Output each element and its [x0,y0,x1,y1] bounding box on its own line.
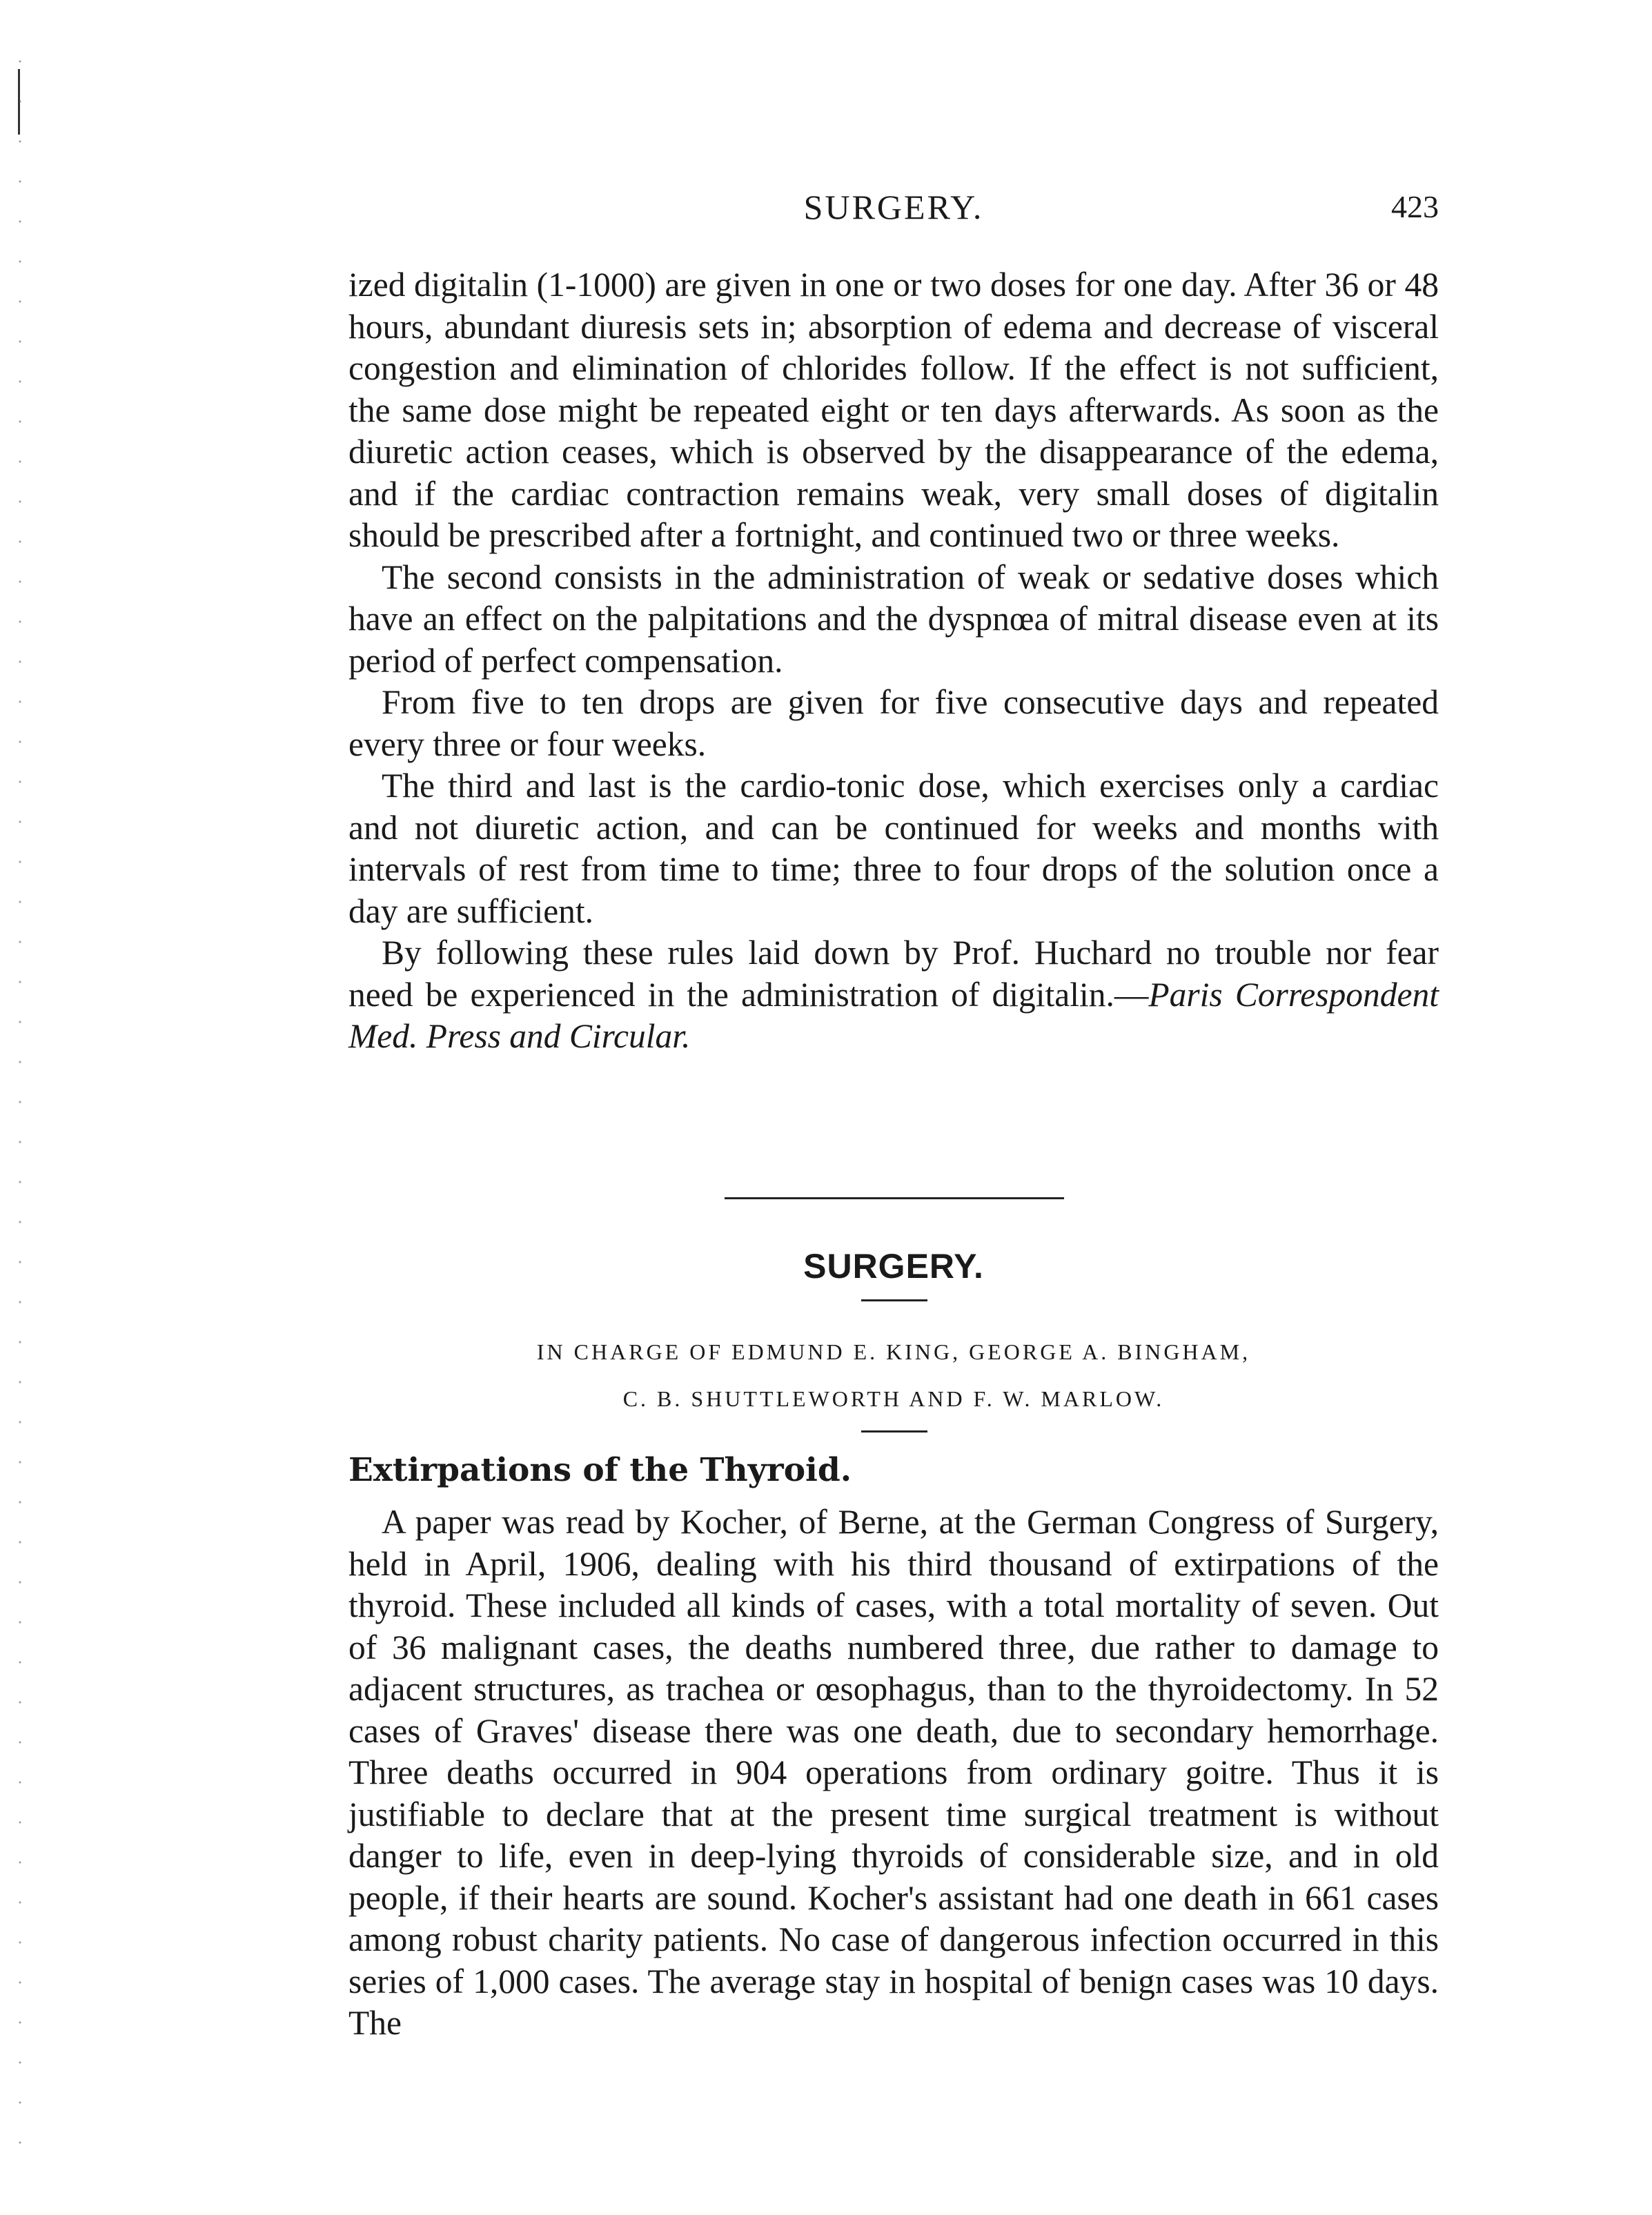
editors-underline-rule [861,1430,927,1433]
article-title: Extirpations of the Thyroid. [348,1451,852,1489]
conclusion-text: By following these rules laid down by Prof. Huchard no trouble nor fear need be experienced in the administration of digitalin.— [348,934,1439,1014]
title-underline-rule [861,1299,927,1301]
editors-line-1: IN CHARGE OF EDMUND E. KING, GEORGE A. BINGHAM, [536,1339,1251,1364]
editors-line-2: C. B. SHUTTLEWORTH AND F. W. MARLOW. [622,1386,1165,1411]
page-number: 423 [1391,189,1439,224]
running-header [348,183,1439,231]
paragraph-sedative-dose: The second consists in the administration of weak or sedative doses which have an effect on the palpitations and the dyspnœa of mitral disease even at its period of perfect compensation. [348,558,1439,680]
source-citation: Paris Correspondent Med. Press and Circular. [348,975,1439,1055]
running-title: SURGERY. [803,188,984,226]
continued-article-text [348,264,1439,1058]
paragraph-cardio-tonic: The third and last is the cardio-tonic dose, which exercises only a cardiac and not diuretic action, and can be continued for weeks and months with intervals of rest from time to time; three to four drops of the solution once a day are sufficient. [348,767,1439,930]
section-editors [348,1328,1439,1422]
scan-margin-specks [15,41,36,2180]
section-divider-rule [725,1197,1064,1199]
paragraph-dosage-diuretic: ized digitalin (1-1000) are given in one or two doses for one day. After 36 or 48 hours, abundant diuresis sets in; absorption of edema and decrease of visceral congestion and elimination of chlorides follow. If the effect is not sufficient, the same dose might be repeated eight or ten days afterwards. As soon as the diuretic action ceases, which is observed by the disappearance of the edema, and if the cardiac contraction remains weak, very small doses of digitalin should be prescribed after a fortnight, and continued two or three weeks. [348,266,1439,554]
section-title: SURGERY. [803,1247,984,1286]
paragraph-conclusion [348,932,1439,1058]
article-body [348,1502,1439,2045]
article-paragraph: A paper was read by Kocher, of Berne, at the German Congress of Surgery, held in April, 1906, dealing with his third thousand of extirpations of the thyroid. These included all kinds of cases, with a total mortality of seven. Out of 36 malignant cases, the deaths numbered three, due rather to damage to adjacent structures, as trachea or œsophagus, than to the thyroidectomy. In 52 cases of Graves' disease there was one death, due to secondary hemorrhage. Three deaths occurred in 904 operations from ordinary goitre. Thus it is justifiable to declare that at the present time surgical treatment is without danger to life, even in deep-lying thyroids of considerable size, and in old people, if their hearts are sound. Kocher's assistant had one death in 661 cases among robust charity patients. No case of dangerous infection occurred in this series of 1,000 cases. The average stay in hospital of benign cases was 10 days. The [348,1503,1439,2042]
paragraph-drops: From five to ten drops are given for five consecutive days and repeated every three or four weeks. [348,683,1439,763]
